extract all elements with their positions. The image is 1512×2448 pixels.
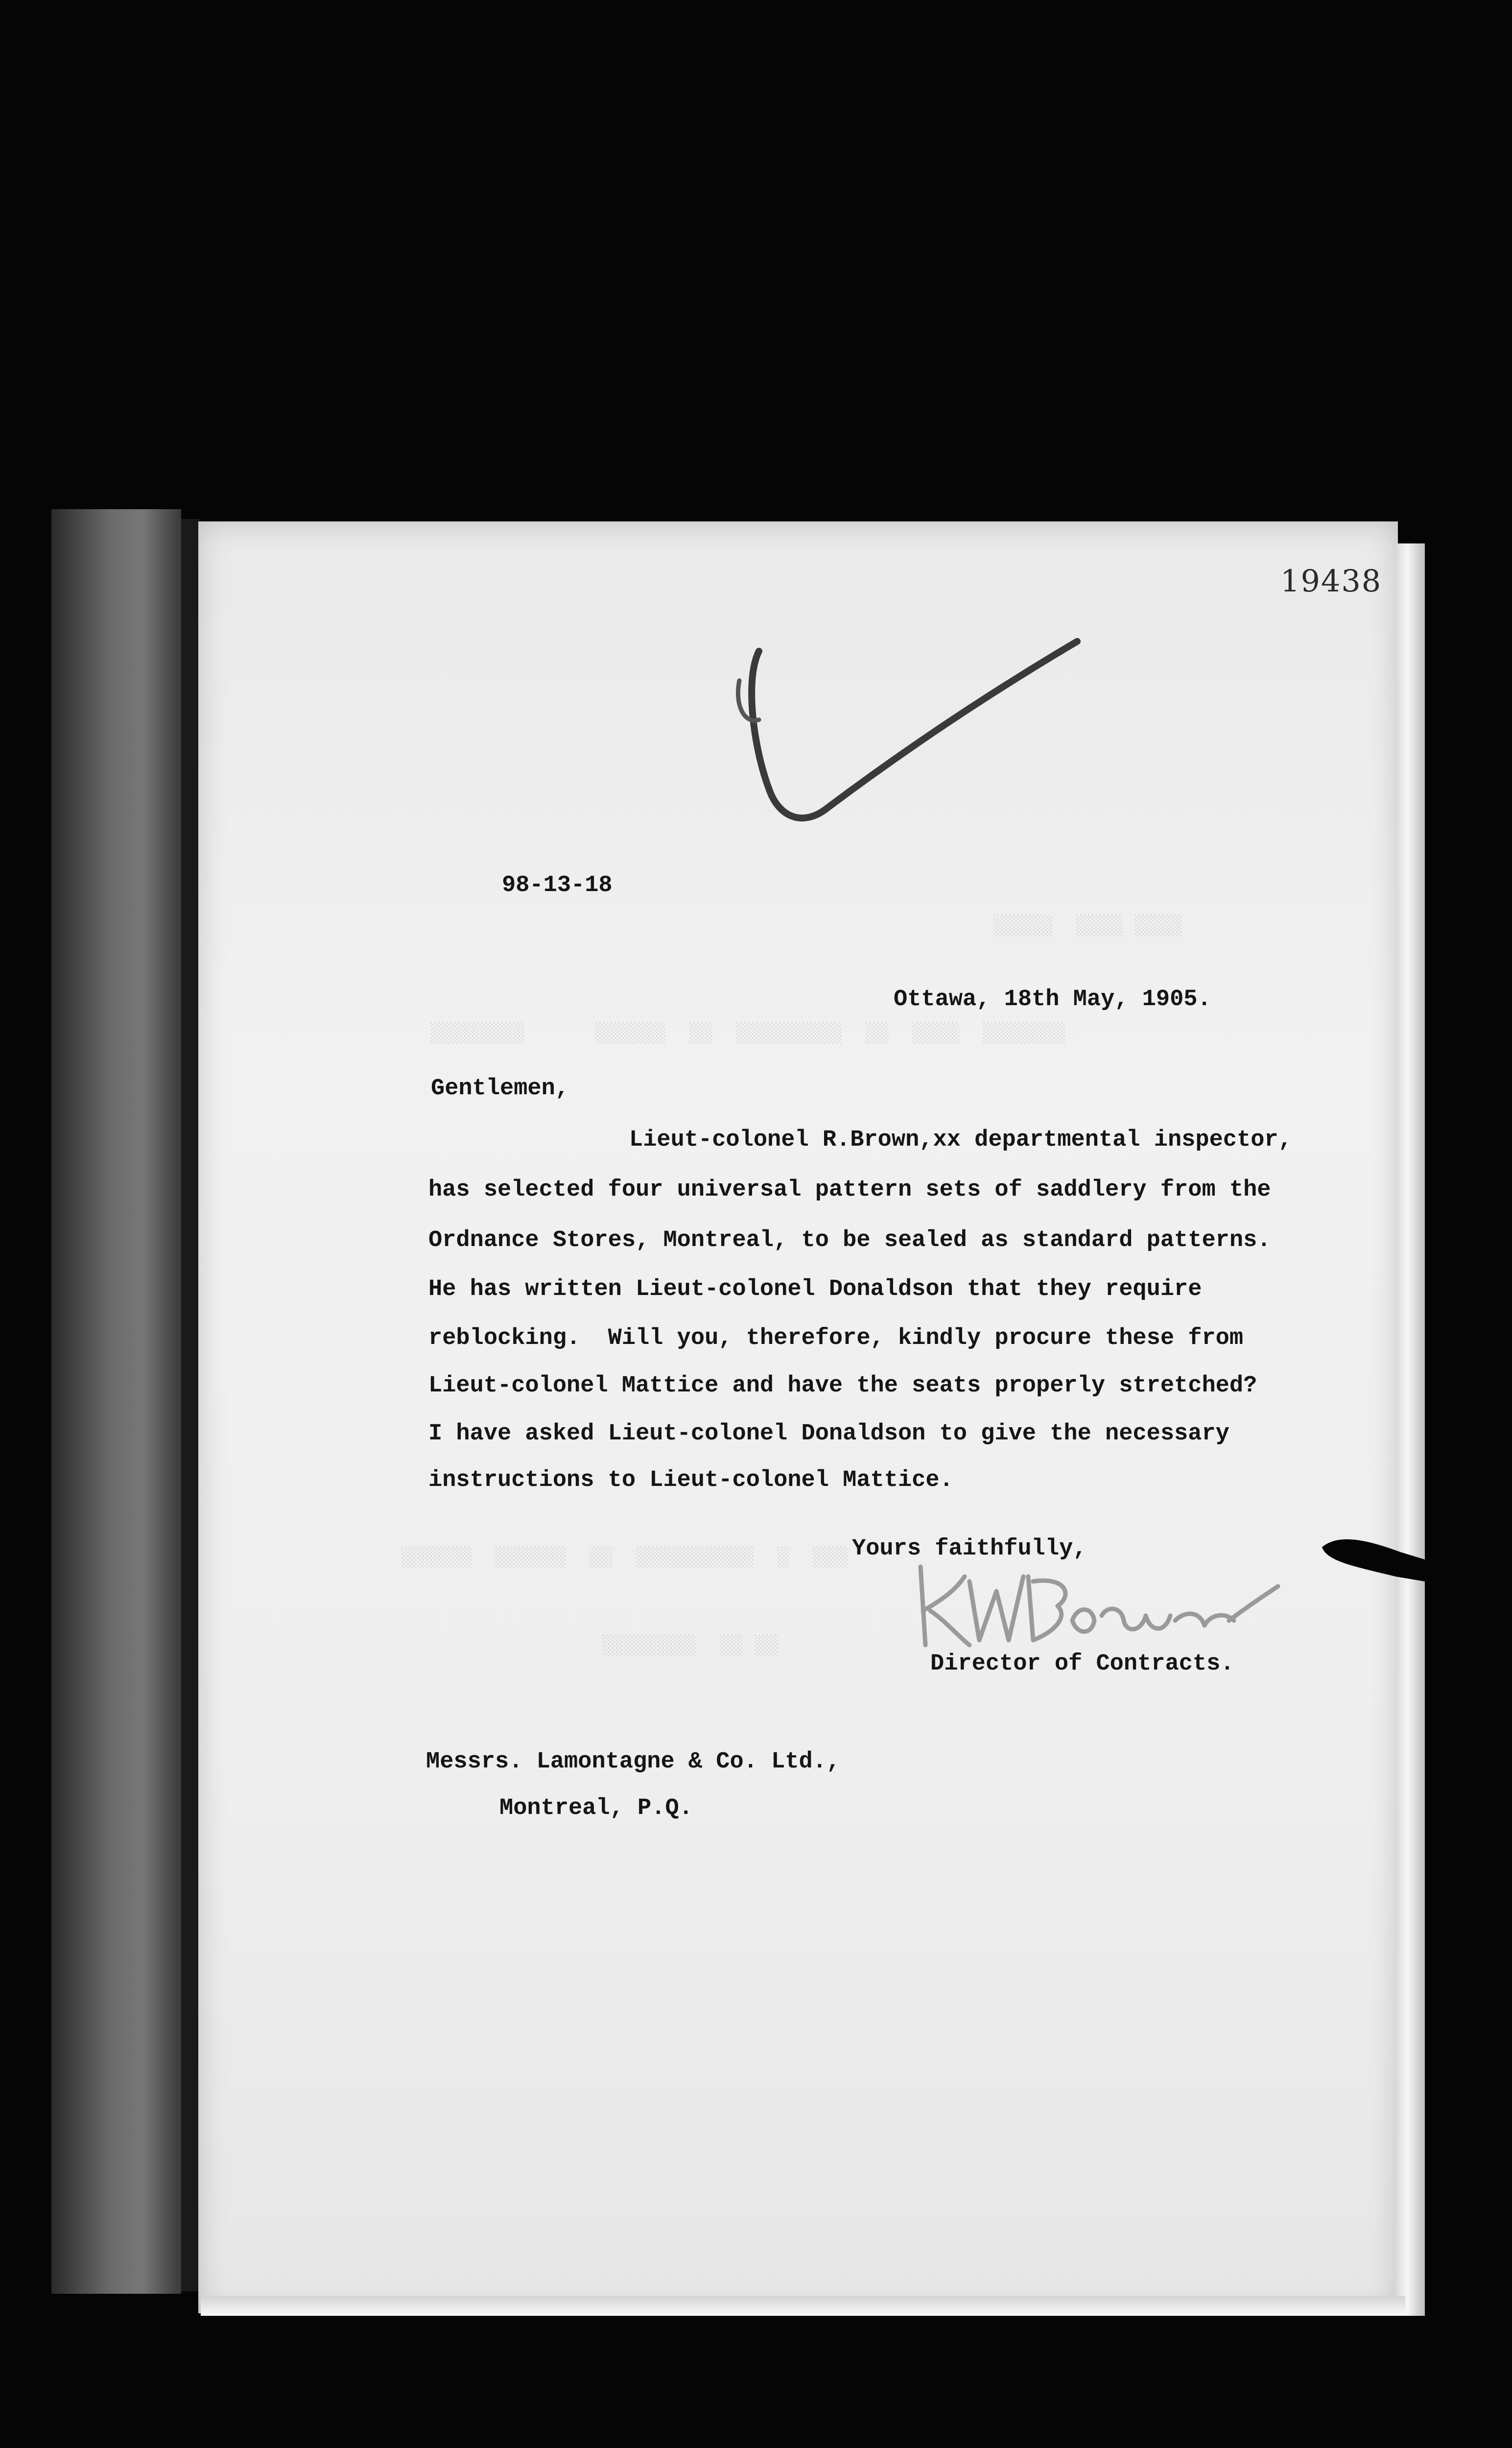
page-bottom-edge <box>201 2296 1405 2316</box>
body-line: I have asked Lieut-colonel Donaldson to give the necessary <box>428 1421 1229 1447</box>
body-line: reblocking. Will you, therefore, kindly procure these from <box>428 1325 1244 1351</box>
pen-tip-shadow <box>1322 1532 1512 1596</box>
signatory-title: Director of Contracts. <box>930 1651 1234 1677</box>
page-edge <box>1395 543 1425 2316</box>
body-line: has selected four universal pattern sets of saddlery from the <box>428 1177 1271 1203</box>
body-line: Lieut-colonel R.Brown,xx departmental inspector, <box>629 1127 1292 1153</box>
pen-check-mark <box>725 622 1097 857</box>
addressee-city: Montreal, P.Q. <box>499 1795 693 1821</box>
body-line: Ordnance Stores, Montreal, to be sealed as standard patterns. <box>428 1227 1271 1253</box>
page-number: 19438 <box>1280 563 1382 599</box>
closing: Yours faithfully, <box>852 1536 1087 1562</box>
body-line: Lieut-colonel Mattice and have the seats properly stretched? <box>428 1373 1257 1399</box>
bleed-through-text: ░░░░░░░░ ░░░░░░ ░░ ░░░░░░░░░ ░░ ░░░░ ░░░░░░░ <box>431 1023 1066 1045</box>
salutation: Gentlemen, <box>431 1076 569 1102</box>
binding-gap <box>181 519 201 2291</box>
file-reference: 98-13-18 <box>502 872 613 898</box>
bleed-through-text: ░░░░░░ ░░░░░░ ░░ ░░░░░░░░░░ ░ ░░░ <box>402 1547 849 1569</box>
body-line: He has written Lieut-colonel Donaldson that they require <box>428 1276 1202 1302</box>
bleed-through-text: ░░░░░░░░ ░░ ░░ <box>602 1635 779 1657</box>
bleed-through-text: ░░░░░ ░░░░ ░░░░ <box>994 916 1182 938</box>
adjacent-page-strip <box>51 509 181 2294</box>
addressee-name: Messrs. Lamontagne & Co. Ltd., <box>426 1749 841 1775</box>
body-line: instructions to Lieut-colonel Mattice. <box>428 1467 953 1493</box>
place-and-date: Ottawa, 18th May, 1905. <box>894 987 1211 1012</box>
